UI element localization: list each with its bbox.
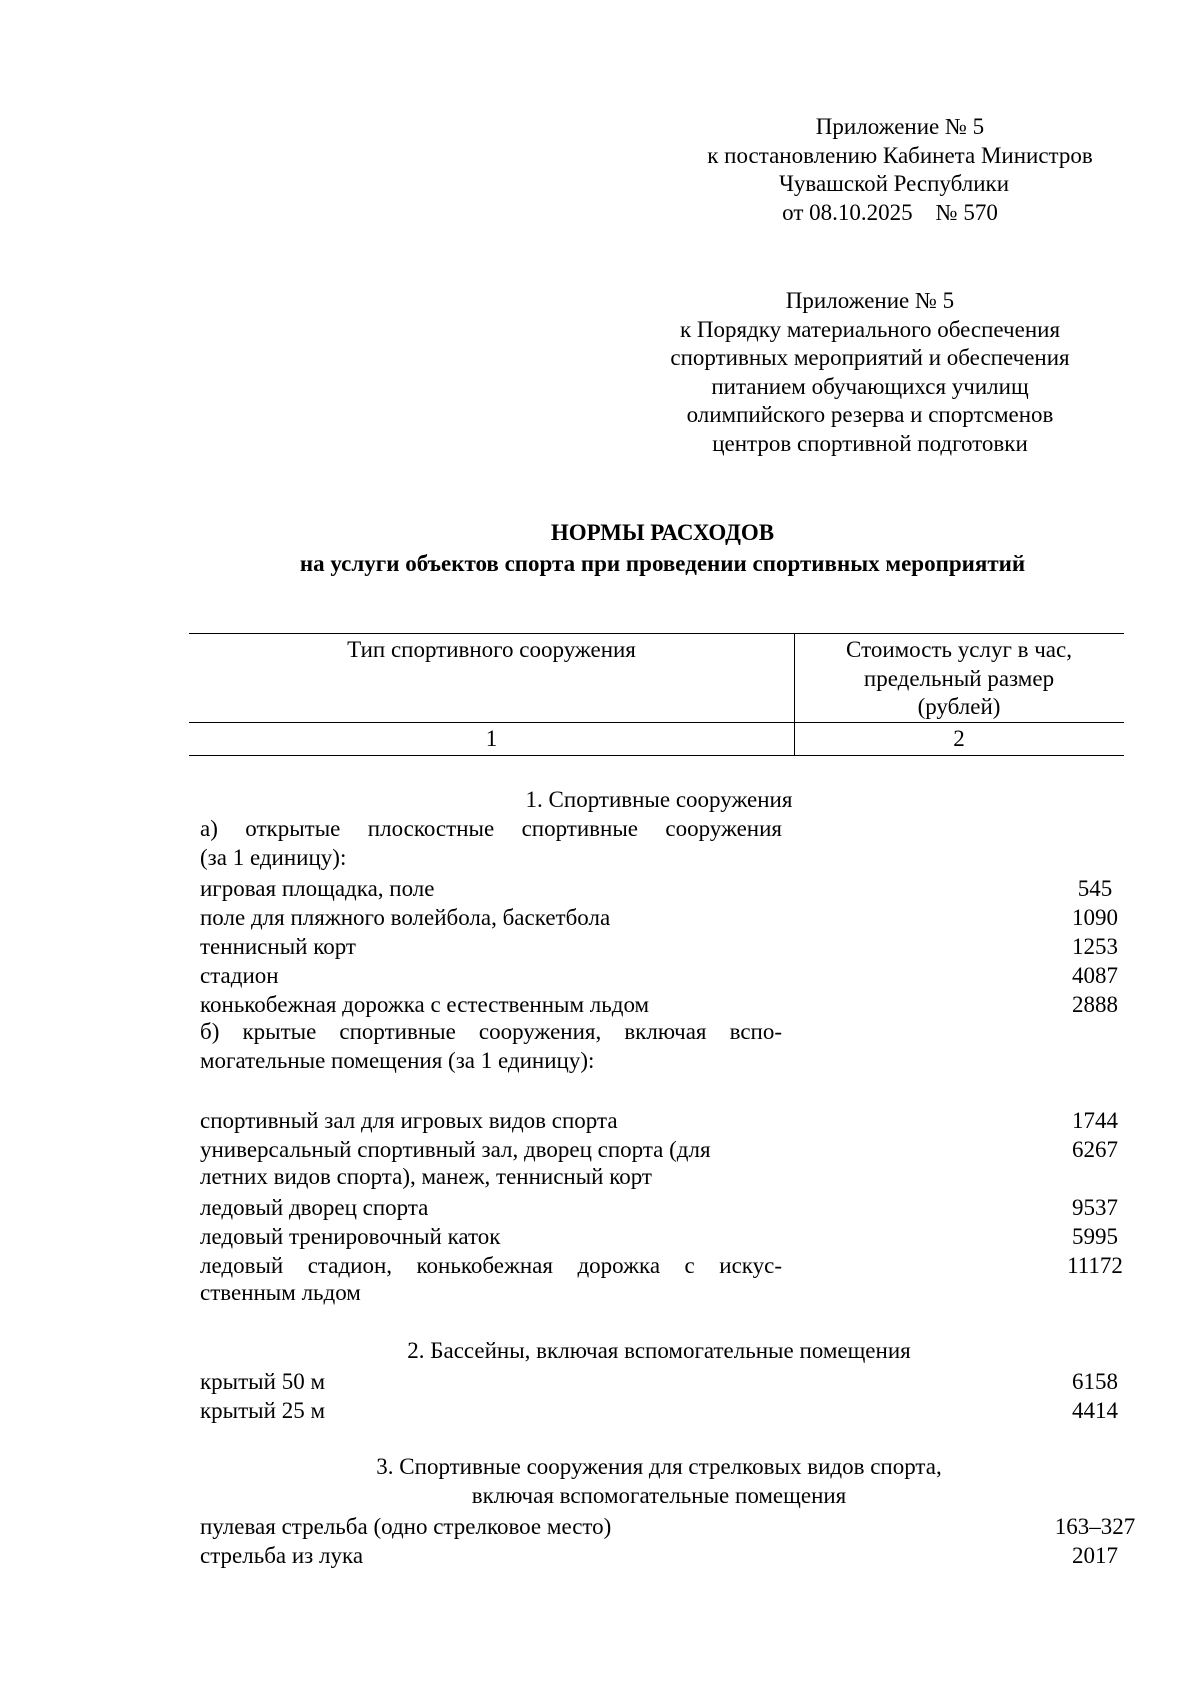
subsection-heading: могательные помещения (за 1 единицу):	[200, 1048, 595, 1073]
table-row	[200, 874, 1113, 903]
section-heading: 1. Спортивные сооружения	[525, 787, 793, 812]
table-row	[200, 932, 1118, 961]
facility-name: крытый 50 м	[200, 1369, 325, 1394]
table-row	[200, 1222, 1118, 1251]
appendix-line: центров спортивной подготовки	[712, 430, 1028, 456]
facility-name: ледовый тренировочный каток	[200, 1224, 501, 1249]
table-row	[200, 1193, 1118, 1222]
facility-cost: 2888	[1072, 992, 1118, 1017]
table-row	[200, 1251, 1123, 1280]
appendix-date-number: от 08.10.2025 № 570	[782, 199, 998, 225]
table-header-rule	[189, 722, 1124, 723]
table-row	[200, 990, 1118, 1019]
appendix-line: спортивных мероприятий и обеспечения	[670, 345, 1070, 370]
facility-name: крытый 25 м	[200, 1398, 325, 1423]
facility-cost: 5995	[1072, 1224, 1118, 1249]
column-header-cost-line: предельный размер	[863, 665, 1055, 691]
facility-name: поле для пляжного волейбола, баскетбола	[200, 905, 611, 930]
table-row	[200, 1541, 1118, 1570]
facility-name: пулевая стрельба (одно стрелковое место)	[200, 1514, 612, 1539]
facility-cost: 545	[1077, 876, 1113, 901]
table-number-rule	[189, 755, 1124, 756]
appendix-line: олимпийского резерва и спортсменов	[686, 402, 1054, 427]
facility-name-continued: летних видов спорта), манеж, теннисный корт	[200, 1164, 652, 1189]
appendix-header-resolution	[640, 113, 1160, 227]
facility-cost: 1090	[1072, 905, 1118, 930]
facility-name: стадион	[200, 963, 279, 988]
subsection-heading: а) открытые плоскостные спортивные сооружения	[200, 816, 782, 841]
appendix-line: к Порядку материального обеспечения	[679, 316, 1061, 342]
facility-name: универсальный спортивный зал, дворец спорта (для	[200, 1137, 711, 1162]
document-title: НОРМЫ РАСХОДОВ	[550, 520, 775, 545]
facility-name: ледовый стадион, конькобежная дорожка с искус-	[200, 1253, 782, 1278]
appendix-number: Приложение № 5	[785, 288, 955, 313]
facility-name: спортивный зал для игровых видов спорта	[200, 1108, 618, 1133]
facility-name: теннисный корт	[200, 934, 356, 959]
facility-cost: 9537	[1072, 1195, 1118, 1220]
column-header-type: Тип спортивного сооружения	[347, 637, 636, 662]
facility-name-continued: ственным льдом	[200, 1280, 361, 1305]
facility-name: ледовый дворец спорта	[200, 1195, 429, 1220]
subsection-heading: (за 1 единицу):	[200, 845, 347, 870]
column-header-cost	[794, 636, 1124, 722]
facility-cost: 6158	[1072, 1369, 1118, 1394]
column-header-cost-line: Стоимость услуг в час,	[846, 637, 1072, 662]
appendix-document: к постановлению Кабинета Министров	[707, 142, 1093, 168]
table-row	[200, 1106, 1118, 1135]
table-row	[200, 1396, 1118, 1425]
section-heading: 3. Спортивные сооружения для стрелковых видов спорта,	[376, 1454, 942, 1479]
appendix-number: Приложение № 5	[815, 114, 985, 139]
section-heading: 2. Бассейны, включая вспомогательные помещения	[407, 1338, 911, 1363]
facility-cost: 163–327	[1054, 1514, 1136, 1539]
facility-cost: 4087	[1072, 963, 1118, 988]
facility-name: конькобежная дорожка с естественным льдом	[200, 992, 650, 1017]
facility-cost: 6267	[1072, 1137, 1118, 1162]
table-row	[200, 1512, 1136, 1541]
column-header-cost-line: (рублей)	[917, 694, 1001, 719]
document-subtitle: на услуги объектов спорта при проведении спортивных мероприятий	[299, 551, 1026, 576]
facility-cost: 1253	[1072, 934, 1118, 959]
table-row	[200, 1135, 1118, 1164]
table-row	[200, 1367, 1118, 1396]
facility-cost: 1744	[1072, 1108, 1118, 1133]
appendix-republic: Чувашской Республики	[778, 171, 1010, 196]
appendix-line: питанием обучающихся училищ	[711, 373, 1029, 399]
facility-cost: 4414	[1072, 1398, 1118, 1423]
facility-name: стрельба из лука	[200, 1543, 364, 1568]
table-row	[200, 903, 1118, 932]
column-number-1: 1	[485, 726, 498, 751]
facility-cost: 2017	[1072, 1543, 1118, 1568]
subsection-heading: б) крытые спортивные сооружения, включая вспо-	[200, 1019, 782, 1044]
table-top-rule	[189, 633, 1124, 634]
facility-name: игровая площадка, поле	[200, 876, 435, 901]
section-heading: включая вспомогательные помещения	[471, 1483, 847, 1508]
facility-cost: 11172	[1067, 1253, 1123, 1278]
column-number-2: 2	[953, 726, 965, 751]
table-row	[200, 961, 1118, 990]
appendix-header-procedure	[620, 287, 1160, 458]
